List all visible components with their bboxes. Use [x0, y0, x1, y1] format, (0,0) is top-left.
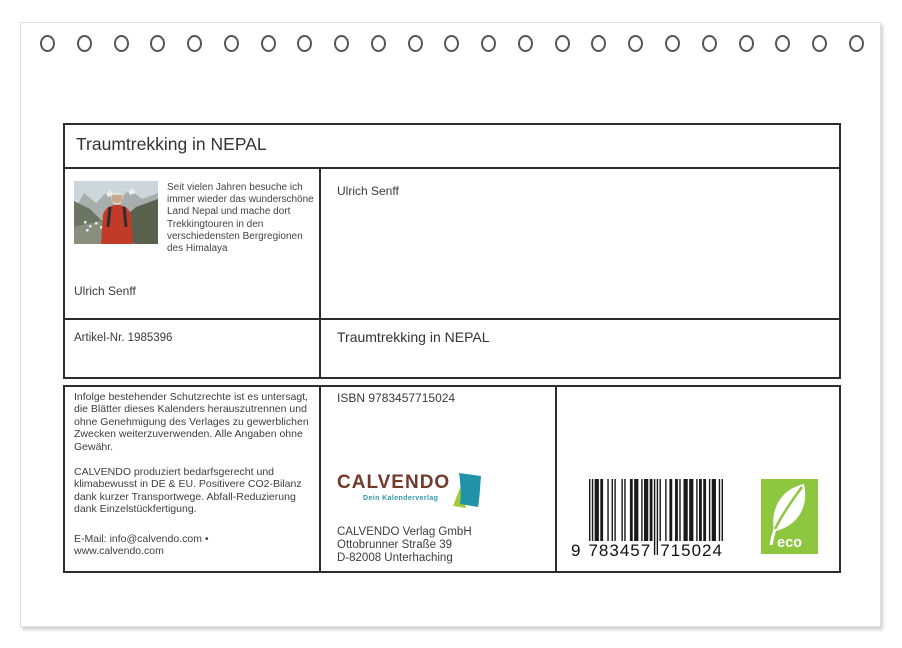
- barcode-lead-digit: 9: [571, 541, 582, 560]
- spiral-hole: [518, 35, 533, 52]
- spiral-hole: [849, 35, 864, 52]
- spiral-hole: [224, 35, 239, 52]
- legal-paragraph-1: Infolge bestehender Schutzrechte ist es untersagt, die Blätter dieses Kalenders herauszutrennen und ohne Genehmigung des Verlages zu gewerblichen Zwecken weiterzuverwenden. Alle Angaben ohne Gewähr.: [74, 391, 309, 453]
- divider: [555, 385, 557, 573]
- spiral-hole: [297, 35, 312, 52]
- spiral-hole: [261, 35, 276, 52]
- spiral-hole: [187, 35, 202, 52]
- address-line: CALVENDO Verlag GmbH: [337, 526, 472, 538]
- isbn-number: ISBN 9783457715024: [337, 391, 456, 405]
- spiral-hole: [628, 35, 643, 52]
- spiral-hole: [775, 35, 790, 52]
- legal-paragraph-2: CALVENDO produziert bedarfsgerecht und klimabewusst in DE & EU. Positivere CO2-Bilanz dank kurzer Transportwege. Abfall-Reduzierung dank Einzelstückfertigung.: [74, 466, 302, 516]
- eco-label: eco: [777, 535, 802, 551]
- spiral-hole: [555, 35, 570, 52]
- spiral-hole: [702, 35, 717, 52]
- contact-email: E-Mail: info@calvendo.com •: [74, 532, 209, 545]
- author-name: Ulrich Senff: [74, 284, 136, 298]
- divider: [319, 385, 321, 573]
- calendar-back-page: [20, 22, 881, 627]
- spiral-hole: [371, 35, 386, 52]
- address-line: D-82008 Unterhaching: [337, 552, 453, 565]
- spiral-hole: [591, 35, 606, 52]
- author-credit: Ulrich Senff: [337, 184, 399, 198]
- spiral-hole: [334, 35, 349, 52]
- spiral-hole: [408, 35, 423, 52]
- spiral-hole: [481, 35, 496, 52]
- address-line: Ottobrunner Straße 39: [337, 539, 453, 552]
- publisher-address: [337, 526, 472, 566]
- calvendo-tagline: Dein Kalenderverlag: [363, 495, 439, 502]
- spiral-hole: [40, 35, 55, 52]
- calvendo-logo: [337, 472, 497, 520]
- spiral-hole: [444, 35, 459, 52]
- eco-badge: [761, 479, 818, 554]
- spiral-hole: [77, 35, 92, 52]
- article-title: Traumtrekking in NEPAL: [337, 329, 490, 345]
- barcode-digits: [571, 541, 725, 561]
- calendar-page-icon: [449, 470, 483, 510]
- contact-website: www.calvendo.com: [74, 545, 164, 558]
- legal-text: [74, 391, 316, 557]
- spiral-hole: [665, 35, 680, 52]
- spiral-hole: [150, 35, 165, 52]
- calvendo-wordmark: CALVENDO: [337, 472, 451, 493]
- spiral-hole: [114, 35, 129, 52]
- divider: [63, 318, 841, 320]
- spiral-binding-holes: [40, 33, 864, 53]
- author-bio: Seit vielen Jahren besuche ich immer wieder das wunderschöne Land Nepal und mache dort Trekkingtouren in den verschiedensten Bergregionen des Himalaya: [167, 182, 314, 255]
- page-title: Traumtrekking in NEPAL: [76, 134, 267, 154]
- spiral-hole: [739, 35, 754, 52]
- article-number: Artikel-Nr. 1985396: [74, 332, 173, 344]
- spiral-hole: [812, 35, 827, 52]
- barcode-group: 715024: [660, 541, 723, 560]
- author-photo: [74, 181, 158, 244]
- barcode-group: 783457: [588, 541, 652, 560]
